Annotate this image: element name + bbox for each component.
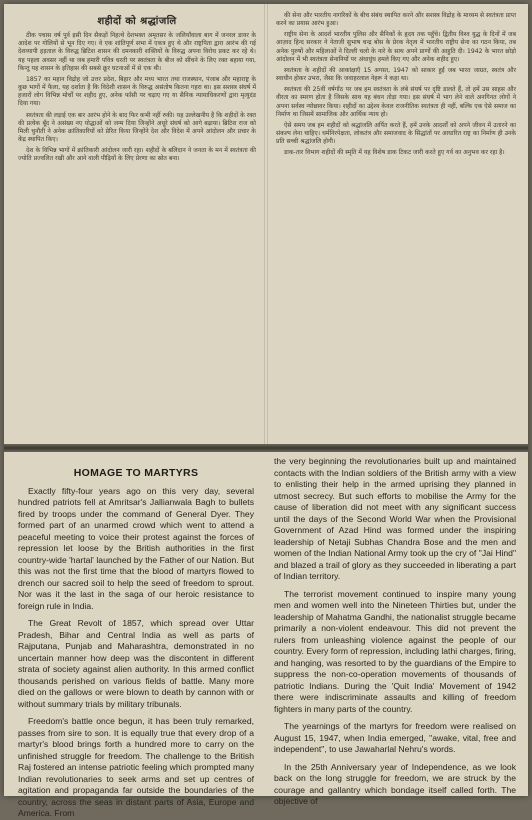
english-left-paragraph: Freedom's battle once begun, it has been truly remarked, passes from sire to son. It is equally true that every drop of a martyr's blood brings forth a hundred more to carry on the unfinished struggle for freedom. The challenge to the British Raj fostered an intense patriotic feeling which prompted many Indian revolutionaries to seek arms and set up centres of agitation and propaganda far outside the boundaries of the country, across the seas in distant parts of Asia, Europe and America. From: [18, 716, 254, 818]
english-right-paragraph: In the 25th Anniversary year of Independence, as we look back on the long struggle for freedom, we are struck by the courage and gallantry which bondage itself called forth. The objective of: [274, 761, 516, 806]
hindi-column-right: [276, 12, 516, 438]
hindi-right-paragraph: स्वतंत्रता के शहीदों की आकांक्षाएँ 15 अगस्त, 1947 को साकार हुईं जब भारत जाग्रत, स्वतंत्र और स्वाधीन होकर उभरा, जैसा कि जवाहरलाल नेहरू ने कहा था।: [276, 66, 516, 83]
english-left-paragraph: The Great Revolt of 1857, which spread over Uttar Pradesh, Bihar and Central India as well as parts of Rajputana, Punjab and Maharashtra, demonstrated in no uncertain manner how deep was the discontent in different strata of society against alien authority. In this armed conflict thousands perished on various fields of battle. Many more died on the gallows or were blown to death by cannon with or without summary trials by military tribunals.: [18, 618, 254, 709]
english-right-paragraph: The terrorist movement continued to inspire many young men and women well into the Nineteen Thirties but, under the leadership of Mahatma Gandhi, the nationalist struggle became primarily a non-violent endeavour. This did not prevent the rulers from unleashing violence against the people of our country. Every form of repression, including lathi charges, firing, and hanging, was resorted to by the guardians of the Empire to suppress the non-co-operation movements of thousands of patriotic Indians. During the 'Quit India' Movement of 1942 there were indiscriminate assaults and killing of freedom fighters in many parts of the country.: [274, 588, 516, 714]
hindi-right-paragraph: राष्ट्रीय सेना के आदर्श भारतीय पुलिस और सैनिकों के हृदय तक पहुँचे। द्वितीय विश्व युद्ध के दिनों में जब आज़ाद हिन्द सरकार ने नेताजी सुभाष चन्द्र बोस के प्रेरक नेतृत्व में भारतीय राष्ट्रीय सेना का गठन किया, तब अनेक पुरुषों और महिलाओं ने दिल्ली चलो के नारे के साथ अपने प्राणों की आहुति दी। 1942 के भारत छोड़ो आंदोलन में भी स्वतंत्रता सेनानियों पर अंधाधुंध हमले किए गए और अनेक शहीद हुए।: [276, 31, 516, 63]
hindi-right-paragraph: ऐसे समय जब हम शहीदों को श्रद्धांजलि अर्पित करते हैं, हमें उनके आदर्शों को अपने जीवन में उतारने का संकल्प लेना चाहिए। धर्मनिरपेक्षता, लोकतंत्र और समाजवाद के सिद्धांतों पर आधारित राष्ट्र का निर्माण ही उनके प्रति सच्ची श्रद्धांजलि होगी।: [276, 121, 516, 146]
english-column-right: [274, 456, 516, 806]
hindi-title: शहीदों को श्रद्धांजलि: [97, 16, 177, 27]
hindi-right-paragraph: डाक-तार विभाग शहीदों की स्मृति में यह विशेष डाक टिकट जारी करते हुए गर्व का अनुभव कर रहा है।: [284, 149, 505, 157]
english-left-paragraph: Exactly fifty-four years ago on this very day, several hundred patriots fell at Amritsar's Jallianwala Bagh to bullets fired by troops under the command of General Dyer. They formed part of an unarmed crowd which went to attend a peaceful meeting to voice their protest against the forces of repression let loose by the British authorities in the first country-wide 'hartal' launched by the Father of our Nation. But this was not the first time that the blood of martyrs flowed to drench our sacred soil to help the seed of freedom to sprout. Nor was it the last in the saga of our heroic resistance to foreign rule in India.: [18, 485, 254, 611]
horizontal-fold: [4, 444, 528, 452]
hindi-left-paragraph: ठीक पचास वर्ष पूर्व इसी दिन सैकड़ों निहत्थे देशभक्त अमृतसर के जलियाँवाला बाग में जनरल डायर के आदेश पर गोलियों से भून दिए गए। वे एक शांतिपूर्ण सभा में एकत्र हुए थे और राष्ट्रपिता द्वारा आरंभ की गई देशव्यापी हड़ताल के विरुद्ध ब्रिटिश शासन की दमनकारी शक्तियों के विरुद्ध अपना विरोध प्रकट कर रहे थे। यह पहला अवसर नहीं था जब हमारी पवित्र धरती पर स्वतंत्रता के बीज को सींचने के लिए रक्त बहाया गया, किन्तु यह शासन के इतिहास की सबसे क्रूर घटनाओं में से एक थी।: [18, 32, 256, 72]
hindi-left-paragraph: 1857 का महान विद्रोह जो उत्तर प्रदेश, बिहार और मध्य भारत तथा राजस्थान, पंजाब और महाराष्ट्र के कुछ भागों में फैला, यह दर्शाता है कि विदेशी शासन के विरुद्ध असंतोष कितना गहरा था। इस सशस्त्र संघर्ष में हजारों लोग विभिन्न मोर्चों पर शहीद हुए, अनेक फाँसी पर चढ़ाए गए या सैनिक न्यायाधिकरणों द्वारा मृत्युदंड दिया गया।: [18, 75, 256, 108]
hindi-left-paragraph: स्वतंत्रता की लड़ाई एक बार आरंभ होने के बाद फिर कभी नहीं रुकी। यह उल्लेखनीय है कि शहीदों के रक्त की प्रत्येक बूँद ने असंख्य नए योद्धाओं को जन्म दिया जिन्होंने अधूरे संघर्ष को आगे बढ़ाया। ब्रिटिश राज को मिली चुनौती ने अनेक क्रांतिकारियों को प्रेरित किया जिन्होंने देश और विदेश में अपने आंदोलन और प्रचार के केंद्र स्थापित किए।: [18, 111, 256, 144]
hindi-right-paragraph: स्वतंत्रता की 25वीं वर्षगाँठ पर जब हम स्वतंत्रता के लंबे संघर्ष पर दृष्टि डालते हैं, तो हमें उस साहस और वीरता का स्मरण होता है जिसके साथ यह बंधन तोड़ा गया। इस संघर्ष में भाग लेने वाले अनगिनत लोगों ने अपना सर्वस्व न्योछावर किया। शहीदों का उद्देश्य केवल राजनीतिक स्वतंत्रता ही नहीं, बल्कि एक ऐसे समाज का निर्माण था जिसमें सामाजिक और आर्थिक न्याय हो।: [276, 86, 516, 118]
english-right-paragraph: The yearnings of the martyrs for freedom were realised on August 15, 1947, when India emerged, "awake, vital, free and independent", to use Jawaharlal Nehru's words.: [274, 721, 516, 754]
vertical-fold: [264, 4, 268, 444]
english-title: HOMAGE TO MARTYRS: [73, 467, 199, 479]
english-right-paragraph: the very beginning the revolutionaries built up and maintained contacts with the Indian soldiers of the British army with a view to enlisting their help in the armed uprising they planned in utmost secrecy. But such efforts to mobilise the Army for the cause of liberation did not meet with any significant success until the days of the Second World War when the Provisional Government of Azad Hind was formed under the inspiring leadership of Netaji Subhas Chandra Bose and the men and women of the Indian National Army took up the cry of "Jai Hind" and blazed a trail of glory as they succeeded in liberating a part of Indian territory.: [274, 456, 516, 581]
hindi-column-left: [18, 12, 256, 438]
english-column-left: [18, 456, 254, 818]
leaflet-sheet: [4, 4, 528, 818]
hindi-left-paragraph: देश के विभिन्न भागों में क्रांतिकारी आंदोलन जारी रहा। शहीदों के बलिदान ने जनता के मन में स्वतंत्रता की ज्योति प्रज्वलित रखी और आने वाली पीढ़ियों के लिए प्रेरणा का स्रोत बना।: [18, 147, 256, 163]
hindi-right-paragraph: की सेना और भारतीय नागरिकों के बीच संबंध स्थापित करने और सशस्त्र विद्रोह के माध्यम से स्वतंत्रता प्राप्त करने का प्रयास आरंभ हुआ।: [276, 12, 516, 28]
